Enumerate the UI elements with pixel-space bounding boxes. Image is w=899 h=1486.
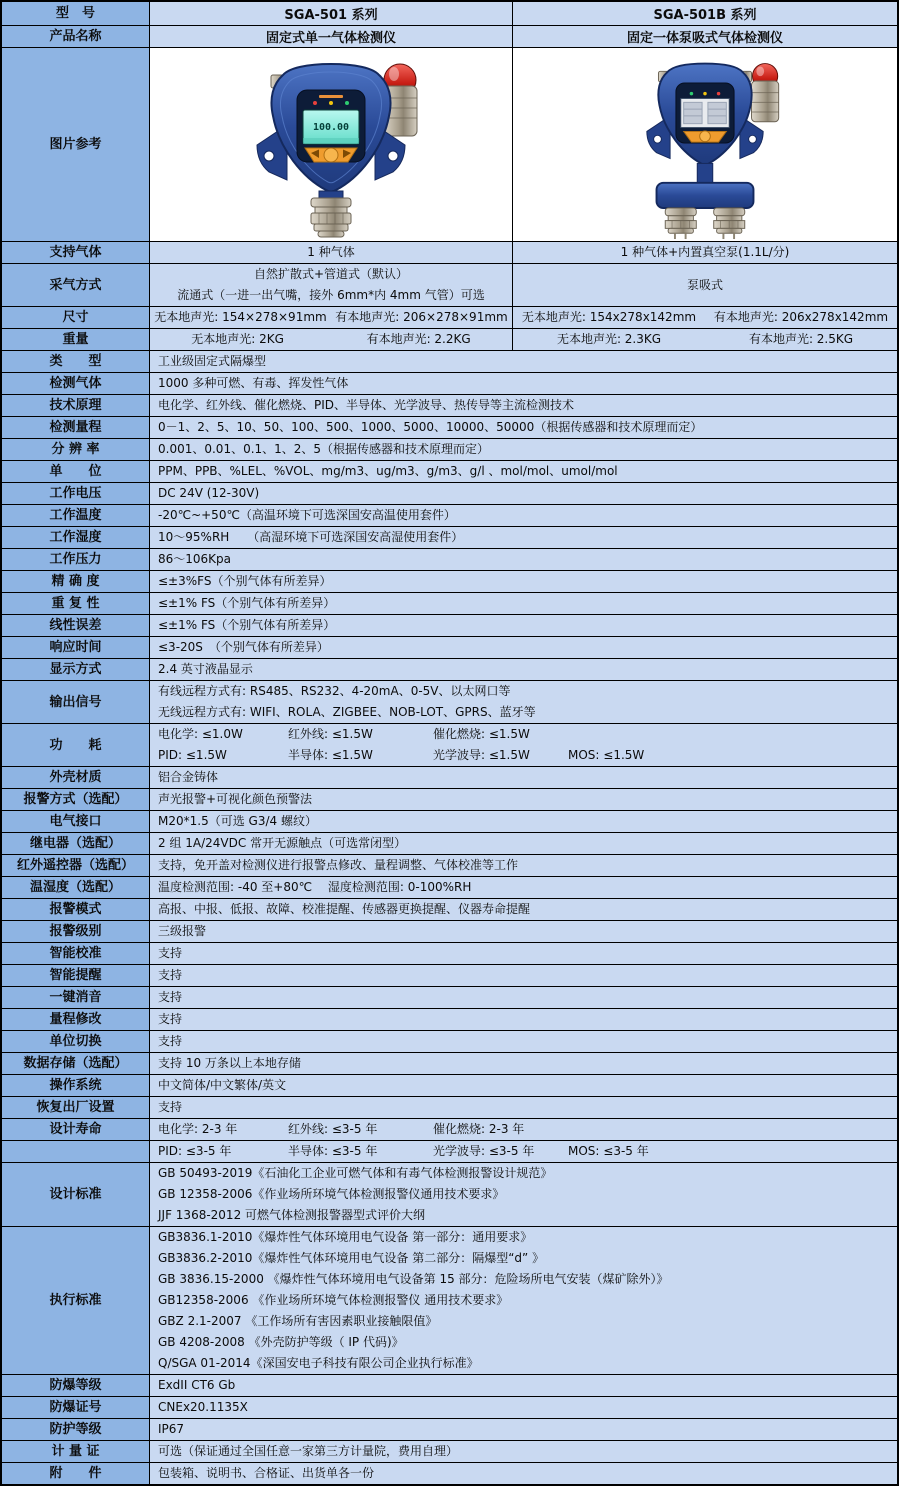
spec-row: [2, 1097, 897, 1119]
row-value-line: [158, 745, 897, 766]
row-value-line: ExdII CT6 Gb: [158, 1378, 236, 1392]
spec-row: [2, 483, 897, 505]
row-value-line: 流通式（一进一出气嘴，接外 6mm*内 4mm 气管）可选: [177, 288, 485, 302]
row-label: 技术原理: [2, 395, 150, 416]
spec-row: [2, 417, 897, 439]
spec-row: [2, 1163, 897, 1227]
row-value: [150, 637, 897, 658]
led-fault: [703, 91, 706, 94]
spec-row: [2, 549, 897, 571]
row-value: [150, 855, 897, 876]
spec-row: [2, 1075, 897, 1097]
value-segment: 光学波导: ≤1.5W: [433, 748, 530, 762]
row-value-line: 10～95%RH （高湿环境下可选深国安高湿使用套件）: [158, 530, 464, 544]
row-value-col1: [150, 264, 513, 306]
spec-row: [2, 987, 897, 1009]
row-value-line: IP67: [158, 1422, 185, 1436]
row-value: [150, 373, 897, 394]
row-value: [150, 483, 897, 504]
row-value: [150, 1075, 897, 1096]
led-power: [345, 101, 349, 105]
value-segment: PID: ≤3-5 年: [158, 1144, 232, 1158]
row-value: [150, 329, 897, 350]
row-value-line: 2.4 英寸液晶显示: [158, 662, 253, 676]
row-value-col2: [513, 329, 897, 350]
model-series-2: SGA-501B 系列: [653, 8, 757, 23]
spec-row: [2, 1397, 897, 1419]
spec-row: [2, 637, 897, 659]
row-value-line: 声光报警+可视化颜色预警法: [158, 792, 313, 806]
row-value: [150, 264, 897, 306]
row-value: [150, 681, 897, 723]
row-value-line: GB 4208-2008 《外壳防护等级（ IP 代码)》: [158, 1335, 404, 1349]
spec-row: [2, 724, 897, 767]
row-value-line: ≤±1% FS（个别气体有所差异）: [158, 596, 336, 610]
row-label: 工作压力: [2, 549, 150, 570]
row-value: [150, 1163, 897, 1226]
row-value-col2: [513, 242, 897, 263]
value-segment: 催化燃烧: 2-3 年: [433, 1122, 525, 1136]
row-value-line: 支持: [158, 1012, 183, 1026]
spec-row: [2, 615, 897, 637]
detector-single-image-cell: [150, 48, 513, 241]
row-value-line: 中文简体/中文繁体/英文: [158, 1078, 287, 1092]
value-part: 无本地声光: 154×278×91mm: [154, 310, 327, 324]
value-segment: 催化燃烧: ≤1.5W: [433, 727, 530, 741]
row-value-line: 1 种气体: [307, 245, 355, 259]
row-label: 型 号: [2, 2, 150, 25]
row-value: [150, 505, 897, 526]
row-value-col1: [150, 242, 513, 263]
row-value: [150, 2, 897, 25]
row-value-col1: [150, 307, 513, 328]
row-value-line: 0－1、2、5、10、50、100、500、1000、5000、10000、50000（根据传感器和技术原理而定）: [158, 420, 703, 434]
gas-sensor: [311, 191, 351, 237]
row-value: [150, 527, 897, 548]
value-segment: 电化学: ≤1.0W: [158, 727, 243, 741]
value-segment: 光学波导: ≤3-5 年: [433, 1144, 535, 1158]
row-value-line: 无线远程方式有: WIFI、ROLA、ZIGBEE、NOB-LOT、GPRS、蓝牙等: [158, 705, 536, 719]
row-value-line: 86～106Kpa: [158, 552, 232, 566]
row-value-line: GB 12358-2006《作业场所环境气体检测报警仪通用技术要求》: [158, 1187, 505, 1201]
row-value-line: ≤3-20S （个别气体有所差异）: [158, 640, 329, 654]
spec-row: [2, 307, 897, 329]
row-label: [2, 1141, 150, 1162]
led-power: [690, 91, 693, 94]
row-label: 防护等级: [2, 1419, 150, 1440]
row-label: 数据存储（选配）: [2, 1053, 150, 1074]
row-value-line: 温度检测范围: -40 至+80℃ 湿度检测范围: 0-100%RH: [158, 880, 472, 894]
row-value-line: 包装箱、说明书、合格证、出货单各一份: [158, 1466, 375, 1480]
spec-row: [2, 1053, 897, 1075]
row-label: 操作系统: [2, 1075, 150, 1096]
inline-parts: [150, 307, 512, 328]
row-value-line: 电化学、红外线、催化燃烧、PID、半导体、光学波导、热传导等主流检测技术: [158, 398, 575, 412]
value-segment: MOS: ≤3-5 年: [568, 1144, 649, 1158]
row-value: [150, 307, 897, 328]
spec-row: [2, 767, 897, 789]
spec-row: [2, 1463, 897, 1484]
spec-row: [2, 1009, 897, 1031]
value-segment: 半导体: ≤3-5 年: [288, 1144, 378, 1158]
row-label: 采气方式: [2, 264, 150, 306]
spec-row: [2, 1375, 897, 1397]
row-label: 输出信号: [2, 681, 150, 723]
row-value: [150, 1441, 897, 1462]
row-value: [150, 351, 897, 372]
spec-row: [2, 351, 897, 373]
product-name-row: [2, 26, 897, 48]
row-value: [150, 549, 897, 570]
value-segment: MOS: ≤1.5W: [568, 748, 645, 762]
row-value: [150, 1397, 897, 1418]
row-label: 检测气体: [2, 373, 150, 394]
spec-row: [2, 1031, 897, 1053]
led-alarm: [717, 91, 720, 94]
row-label: 单 位: [2, 461, 150, 482]
row-value: [150, 965, 897, 986]
spec-row: [2, 1441, 897, 1463]
row-value: [150, 1009, 897, 1030]
value-part: 无本地声光: 2KG: [191, 332, 284, 346]
gas-sensor-left: [665, 208, 696, 239]
row-label: 继电器（选配）: [2, 833, 150, 854]
row-value: [150, 724, 897, 766]
row-value: [150, 1119, 897, 1140]
spec-row: [2, 395, 897, 417]
row-value-line: GB12358-2006 《作业场所环境气体检测报警仪 通用技术要求》: [158, 1293, 509, 1307]
row-value: [150, 811, 897, 832]
row-value-line: GBZ 2.1-2007 《工作场所有害因素职业接触限值》: [158, 1314, 438, 1328]
inline-parts: [150, 329, 512, 350]
spec-row: [2, 1141, 897, 1163]
row-value-line: 自然扩散式+管道式（默认）: [253, 267, 409, 281]
spec-row: [2, 329, 897, 351]
row-value: [150, 987, 897, 1008]
inline-parts: [513, 329, 897, 350]
row-label: 重 复 性: [2, 593, 150, 614]
led-alarm: [313, 101, 317, 105]
value-part: 有本地声光: 2.5KG: [748, 332, 854, 346]
row-label: 防爆证号: [2, 1397, 150, 1418]
spec-row: [2, 659, 897, 681]
row-label: 工作电压: [2, 483, 150, 504]
model-row: [2, 2, 897, 26]
row-label: 类 型: [2, 351, 150, 372]
spec-row: [2, 943, 897, 965]
row-value: [150, 789, 897, 810]
value-segment: 半导体: ≤1.5W: [288, 748, 373, 762]
detector-single-image: [231, 50, 431, 240]
row-value-line: -20℃~+50℃（高温环境下可选深国安高温使用套件）: [158, 508, 456, 522]
row-label: 分 辨 率: [2, 439, 150, 460]
spec-row: [2, 899, 897, 921]
row-value-line: 支持，免开盖对检测仪进行报警点修改、量程调整、气体校准等工作: [158, 858, 519, 872]
row-value-line: ≤±1% FS（个别气体有所差异）: [158, 618, 336, 632]
row-value-line: [158, 724, 897, 745]
spec-row: [2, 439, 897, 461]
spec-row: [2, 593, 897, 615]
row-value-line: 支持: [158, 946, 183, 960]
spec-row: [2, 681, 897, 724]
row-value: [150, 461, 897, 482]
row-value-line: PPM、PPB、%LEL、%VOL、mg/m3、ug/m3、g/m3、g/l 、mol/mol、umol/mol: [158, 464, 618, 478]
model-series-1: SGA-501 系列: [150, 2, 513, 25]
row-label: 图片参考: [2, 48, 150, 241]
inline-parts: [513, 307, 897, 328]
row-label: 智能提醒: [2, 965, 150, 986]
row-value-line: 支持: [158, 1100, 183, 1114]
spec-row: [2, 877, 897, 899]
row-label: 设计寿命: [2, 1119, 150, 1140]
spec-row: [2, 1119, 897, 1141]
row-label: 功 耗: [2, 724, 150, 766]
spec-row: [2, 1419, 897, 1441]
two-column-spec-rows: [2, 242, 897, 351]
row-value: [150, 1031, 897, 1052]
lcd-reading: 100.00: [312, 121, 350, 133]
row-value-line: 0.001、0.01、0.1、1、2、5（根据传感器和技术原理而定）: [158, 442, 490, 456]
row-value-line: Q/SGA 01-2014《深国安电子科技有限公司企业执行标准》: [158, 1356, 479, 1370]
row-value-line: 可选（保证通过全国任意一家第三方计量院，费用自理）: [158, 1444, 459, 1458]
product-name-2: 固定一体泵吸式气体检测仪: [626, 31, 783, 46]
row-label: 电气接口: [2, 811, 150, 832]
row-value: [150, 26, 897, 47]
row-value-line: 2 组 1A/24VDC 常开无源触点（可选常闭型）: [158, 836, 407, 850]
row-value-col2: [513, 307, 897, 328]
row-label: 报警方式（选配）: [2, 789, 150, 810]
row-value-line: 有线远程方式有: RS485、RS232、4-20mA、0-5V、以太网口等: [158, 684, 511, 698]
detector-pump-image: [605, 50, 805, 240]
row-value: [150, 48, 897, 241]
row-value: [150, 877, 897, 898]
spec-row: [2, 571, 897, 593]
row-value: [150, 921, 897, 942]
row-value: [150, 767, 897, 788]
value-segment: PID: ≤1.5W: [158, 748, 227, 762]
row-value: [150, 659, 897, 680]
pump-manifold: [657, 163, 754, 208]
spec-row: [2, 264, 897, 307]
full-width-spec-rows: [2, 351, 897, 1484]
spec-row: [2, 373, 897, 395]
spec-row: [2, 855, 897, 877]
spec-row: [2, 921, 897, 943]
row-value: [150, 439, 897, 460]
row-value-line: 三级报警: [158, 924, 207, 938]
value-part: 有本地声光: 206x278x142mm: [713, 310, 889, 324]
row-value: [150, 593, 897, 614]
row-value-line: GB3836.2-2010《爆炸性气体环境用电气设备 第二部分：隔爆型“d” 》: [158, 1251, 545, 1265]
spec-row: [2, 965, 897, 987]
row-value-line: 高报、中报、低报、故障、校准提醒、传感器更换提醒、仪器寿命提醒: [158, 902, 531, 916]
row-label: 工作温度: [2, 505, 150, 526]
row-value: [150, 943, 897, 964]
row-value: [150, 833, 897, 854]
gas-sensor-right: [714, 208, 745, 239]
row-value-line: DC 24V (12-30V): [158, 486, 260, 500]
row-value: [150, 417, 897, 438]
row-value: [150, 242, 897, 263]
value-part: 无本地声光: 154x278x142mm: [521, 310, 697, 324]
row-value: [150, 395, 897, 416]
row-value-line: M20*1.5（可选 G3/4 螺纹）: [158, 814, 317, 828]
row-value: [150, 1419, 897, 1440]
row-label: 外壳材质: [2, 767, 150, 788]
row-value-line: 1 种气体+内置真空泵(1.1L/分): [620, 245, 790, 259]
spec-row: [2, 811, 897, 833]
row-value: [150, 571, 897, 592]
row-label: 量程修改: [2, 1009, 150, 1030]
row-label: 单位切换: [2, 1031, 150, 1052]
row-value: [150, 615, 897, 636]
row-value-line: 铝合金铸体: [158, 770, 219, 784]
row-label: 响应时间: [2, 637, 150, 658]
value-part: 无本地声光: 2.3KG: [556, 332, 662, 346]
row-label: 显示方式: [2, 659, 150, 680]
row-value-line: 支持: [158, 968, 183, 982]
row-label: 设计标准: [2, 1163, 150, 1226]
row-label: 尺寸: [2, 307, 150, 328]
row-label: 支持气体: [2, 242, 150, 263]
row-value: [150, 1053, 897, 1074]
spec-row: [2, 242, 897, 264]
row-value-line: JJF 1368-2012 可燃气体检测报警器型式评价大纲: [158, 1208, 426, 1222]
spec-row: [2, 789, 897, 811]
row-label: 报警级别: [2, 921, 150, 942]
led-fault: [329, 101, 333, 105]
detector-pump-image-cell: [513, 48, 897, 241]
row-value-line: CNEx20.1135X: [158, 1400, 248, 1414]
row-label: 产品名称: [2, 26, 150, 47]
row-value-col1: [150, 329, 513, 350]
row-value-line: ≤±3%FS（个别气体有所差异）: [158, 574, 332, 588]
row-value-line: 泵吸式: [686, 277, 723, 292]
spec-row: [2, 505, 897, 527]
row-label: 防爆等级: [2, 1375, 150, 1396]
value-segment: 电化学: 2-3 年: [158, 1122, 238, 1136]
row-value-line: [158, 1119, 897, 1140]
row-value-line: GB3836.1-2010《爆炸性气体环境用电气设备 第一部分：通用要求》: [158, 1230, 533, 1244]
display-module: [676, 82, 734, 142]
value-part: 有本地声光: 206×278×91mm: [335, 310, 508, 324]
row-label: 智能校准: [2, 943, 150, 964]
row-label: 线性误差: [2, 615, 150, 636]
row-value-col2: [513, 264, 897, 306]
row-label: 恢复出厂设置: [2, 1097, 150, 1118]
image-reference-row: [2, 48, 897, 242]
row-label: 报警模式: [2, 899, 150, 920]
spec-row: [2, 833, 897, 855]
value-segment: 红外线: ≤1.5W: [288, 727, 373, 741]
row-value: [150, 1141, 897, 1162]
row-value: [150, 1227, 897, 1374]
row-label: 检测量程: [2, 417, 150, 438]
row-value-line: 支持: [158, 990, 183, 1004]
row-label: 附 件: [2, 1463, 150, 1484]
row-label: 一键消音: [2, 987, 150, 1008]
spec-row: [2, 1227, 897, 1375]
row-label: 红外遥控器（选配）: [2, 855, 150, 876]
product-name-1: 固定式单一气体检测仪: [150, 26, 513, 47]
row-value-line: 工业级固定式隔爆型: [158, 354, 267, 368]
value-part: 有本地声光: 2.2KG: [366, 332, 471, 346]
row-value-line: [158, 1141, 897, 1162]
row-value-line: 支持: [158, 1034, 183, 1048]
row-value: [150, 1463, 897, 1484]
row-value: [150, 899, 897, 920]
row-label: 精 确 度: [2, 571, 150, 592]
spec-row: [2, 527, 897, 549]
value-segment: 红外线: ≤3-5 年: [288, 1122, 378, 1136]
row-value-line: 支持 10 万条以上本地存储: [158, 1056, 301, 1070]
row-value: [150, 1375, 897, 1396]
row-label: 执行标准: [2, 1227, 150, 1374]
row-value-line: GB 3836.15-2000 《爆炸性气体环境用电气设备第 15 部分：危险场所电气安装（煤矿除外）》: [158, 1272, 669, 1286]
row-value-line: 1000 多种可燃、有毒、挥发性气体: [158, 376, 349, 390]
row-label: 重量: [2, 329, 150, 350]
row-value-line: GB 50493-2019《石油化工企业可燃气体和有毒气体检测报警设计规范》: [158, 1166, 553, 1180]
row-value: [150, 1097, 897, 1118]
row-label: 计 量 证: [2, 1441, 150, 1462]
row-label: 温湿度（选配）: [2, 877, 150, 898]
row-label: 工作湿度: [2, 527, 150, 548]
display-module: [297, 90, 365, 162]
spec-row: [2, 461, 897, 483]
